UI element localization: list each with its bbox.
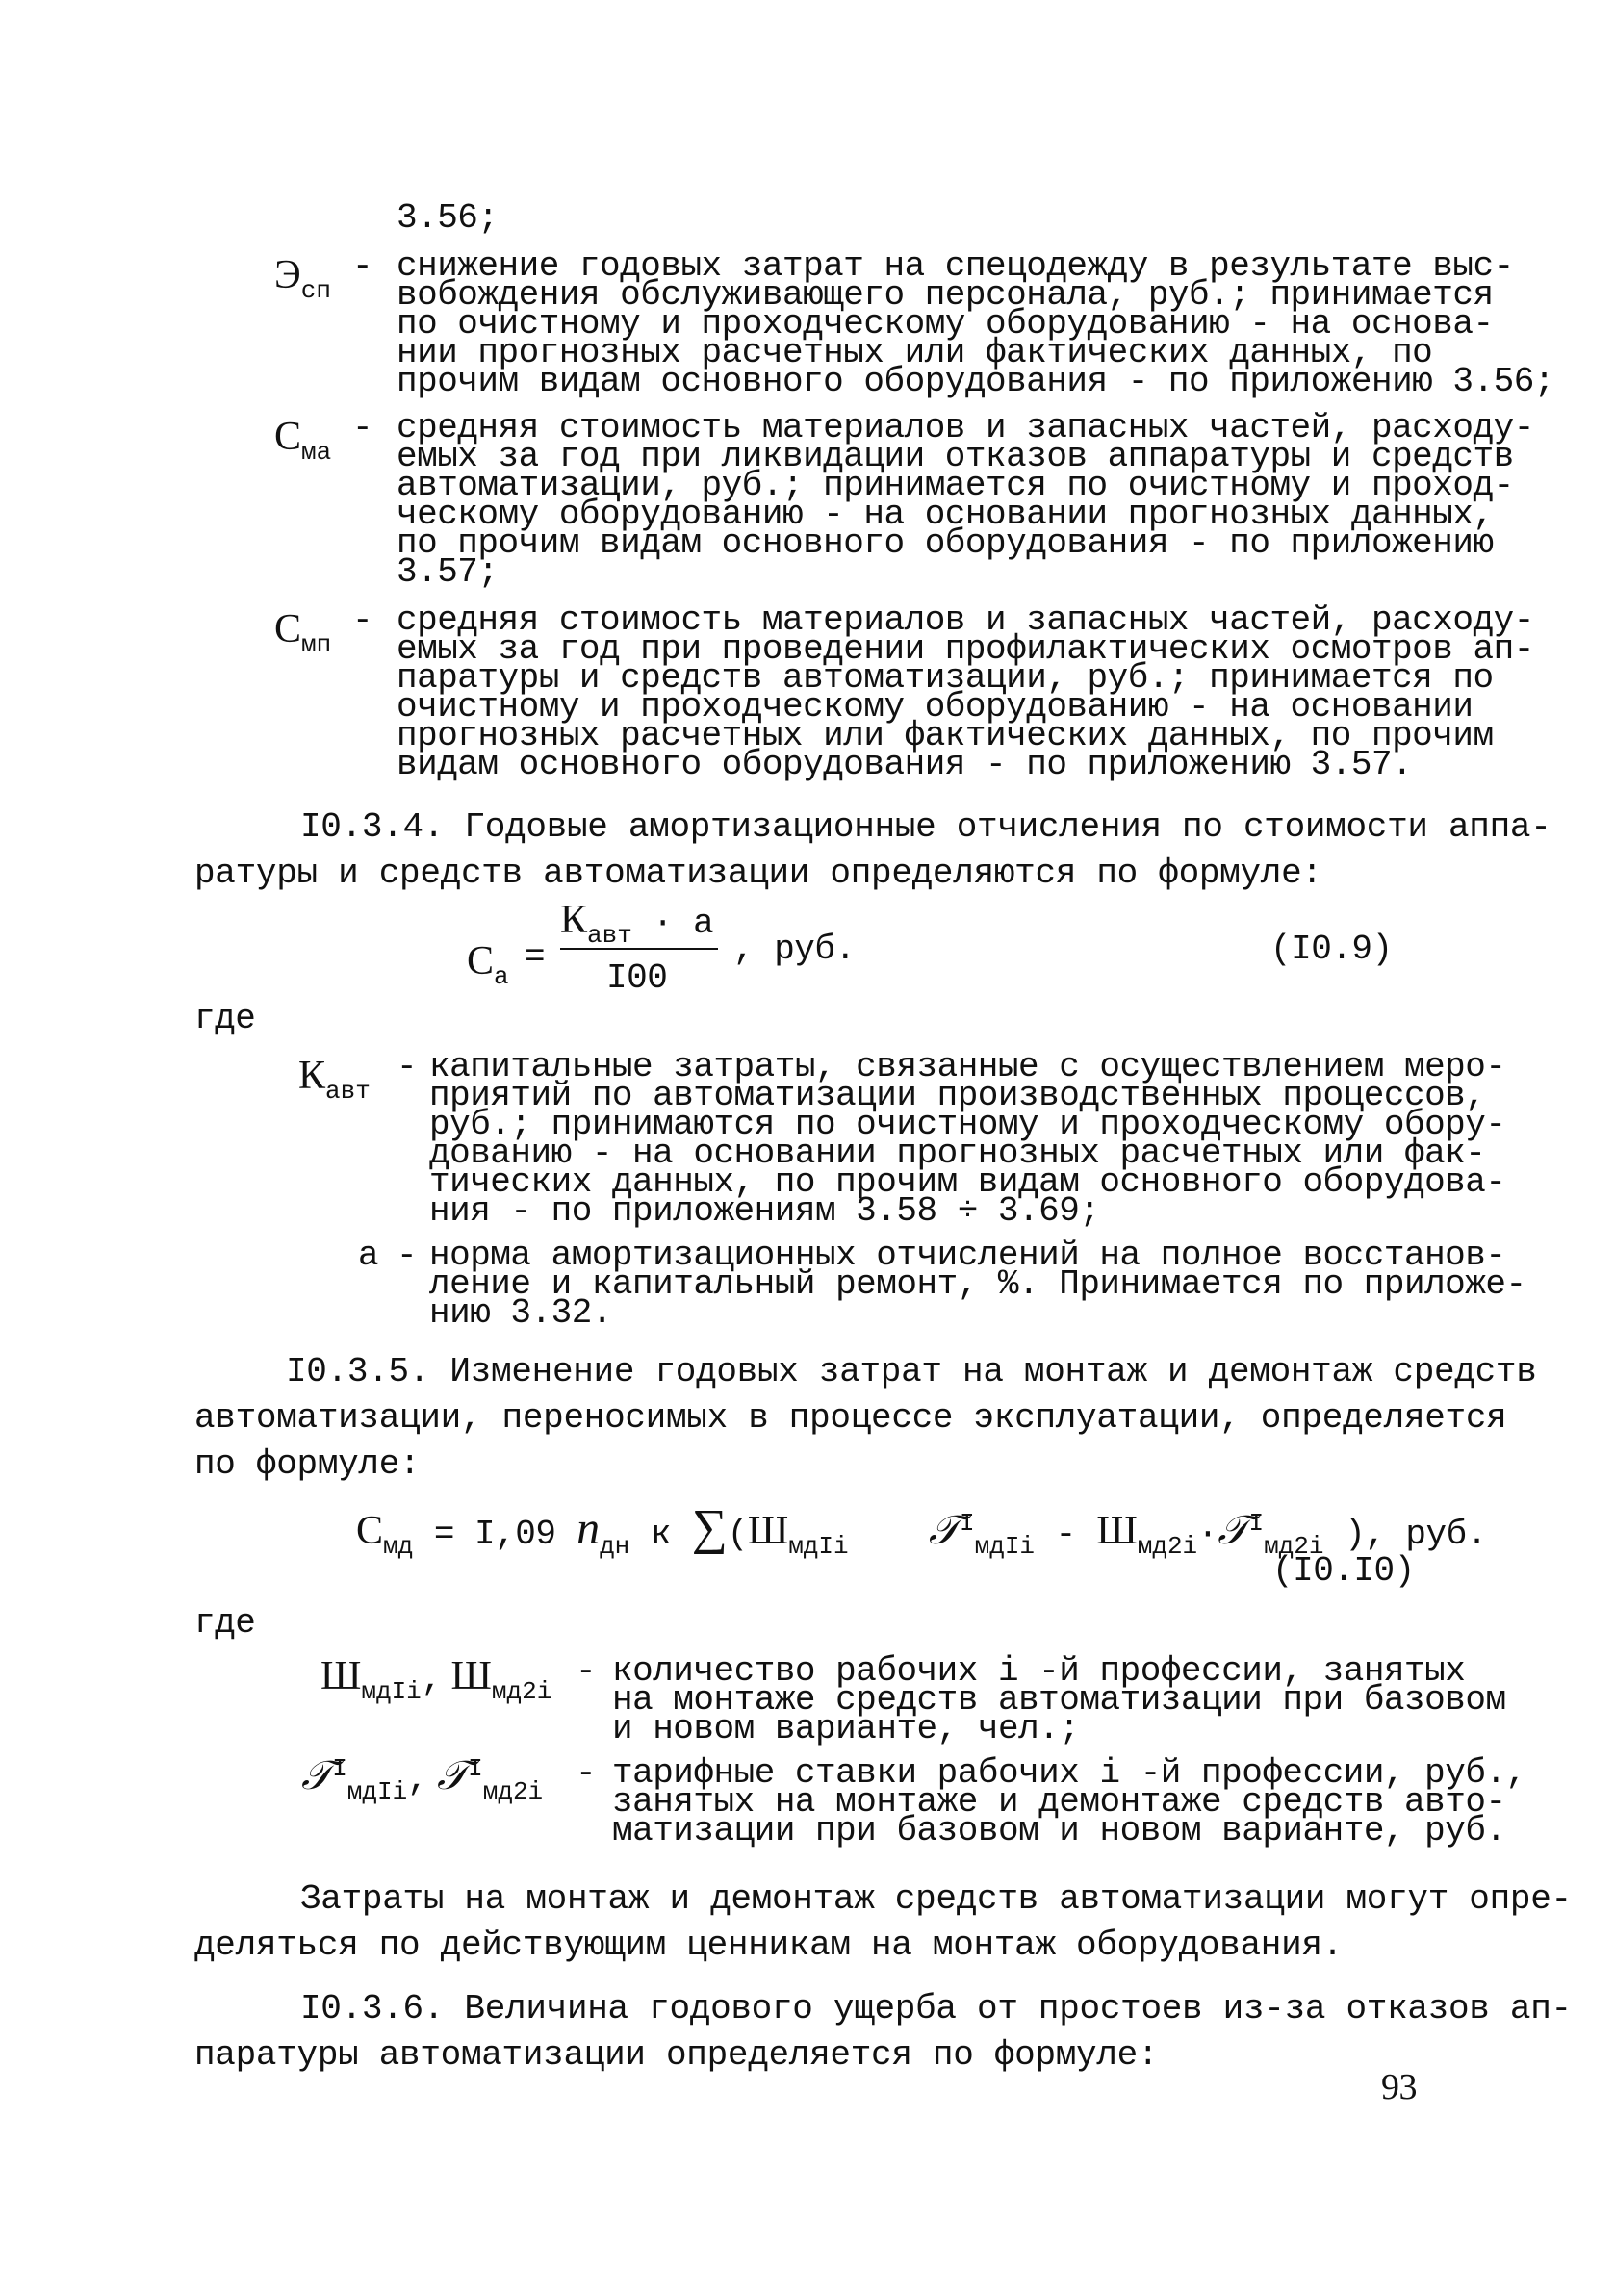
definition-symbol: а bbox=[358, 1236, 379, 1275]
where-label: где bbox=[194, 1603, 256, 1643]
definition-text: тарифные ставки рабочих i -й профессии, руб., занятых на монтаже и демонтаже средств авто- матизации при базовом и новом варианте, руб. bbox=[612, 1753, 1526, 1850]
fraction-bar bbox=[560, 948, 718, 950]
formula-number: (I0.9) bbox=[1270, 930, 1393, 969]
formula-number: (I0.I0) bbox=[1272, 1551, 1415, 1591]
definition-text: средняя стоимость материалов и запасных частей, расходу- емых за год при ликвидации отказов аппаратуры и средств автоматизации, руб.; принимается по очистному и проход- ческому оборудованию - на основании прогнозных данных, по прочим видам основного оборудования - по приложению 3.57; bbox=[397, 408, 1534, 592]
definition-text: количество рабочих i -й профессии, занятых на монтаже средств автоматизации при базовом и новом варианте, чел.; bbox=[612, 1651, 1506, 1748]
page-number: 93 bbox=[1381, 2067, 1417, 2107]
paragraph-10-3-5: I0.3.5. Изменение годовых затрат на монтаж и демонтаж средств автоматизации, переносимых в процессе эксплуатации, определяется по формуле: bbox=[194, 1352, 1537, 1484]
paragraph-10-3-4: I0.3.4. Годовые амортизационные отчисления по стоимости аппа- ратуры и средств автоматизации определяются по формуле: bbox=[194, 807, 1551, 893]
definition-symbol: $Э_{сп}$ bbox=[274, 253, 331, 305]
continued-reference: 3.56; bbox=[397, 198, 499, 238]
definition-symbol: $К_{авт}$ bbox=[298, 1054, 371, 1106]
where-label: где bbox=[194, 999, 256, 1038]
definition-symbol: $С_{мп}$ bbox=[274, 607, 332, 659]
definition-text: средняя стоимость материалов и запасных частей, расходу- емых за год при проведении профилактических осмотров ап- паратуры и средств автоматизации, руб.; принимается по очистному и проходческому оборудованию - на основании прогнозных расчетных или фактических данных, по прочим видам основного оборудования - по приложению 3.57. bbox=[397, 600, 1534, 784]
paragraph-10-3-6: I0.3.6. Величина годового ущерба от простоев из-за отказов ап- паратуры автоматизации определяется по формуле: bbox=[194, 1989, 1572, 2075]
definition-symbol: $С_{ма}$ bbox=[274, 415, 332, 467]
definition-text: норма амортизационных отчислений на полное восстанов- ление и капитальный ремонт, %. Принимается по приложе- нию 3.32. bbox=[429, 1236, 1526, 1333]
definition-symbol: 𝒯$^I_{мдIi}$, 𝒯$^I_{мд2i}$ bbox=[301, 1754, 544, 1806]
document-page: 3.56; $Э_{сп}$ - снижение годовых затрат на спецодежду в результате выс- вобождения обслуживающего персонала, руб.; принимается по очистному и проходческому оборудованию - на основа- нии прогнозных расчетных или фактических данных, по прочим видам основного оборудования - по приложению 3.56; $С_{ма}$ - средняя стоимость материалов и запасных частей, расходу- емых за год при ликвидации отказов аппаратуры и средств автоматизации, руб.; принимается по очистному и проход- ческому оборудованию - на основании прогнозных данных, по прочим видам основного оборудования - по приложению 3.57; $С_{мп}$ - средняя стоимость материалов и запасных частей, расходу- емых за год при проведении профилактических осмотров ап- паратуры и средств автоматизации, руб.; принимается по очистному и проходческому оборудованию - на основании прогнозных расчетных или фактических данных, по прочим видам основного оборудования - по приложению 3.57. I0.3.4. Годовые амортизационные отчисления по стоимости аппа- ратуры и средств автоматизации определяются по формуле: $С_а$ = $К_{авт} \cdot а$ I00 , руб. (I0.9) где $К_{авт}$ - капитальные затраты, связанные с осуществлением меро- приятий по автоматизации производственных процессов, руб.; принимаются по очистному и проходческому обору- дованию - на основании прогнозных расчетных или фак- тических данных, по прочим видам основного оборудова- ния - по приложениям 3.58 ÷ 3.69; а - норма амортизационных отчислений на полное восстанов- ление и капитальный ремонт, %. Принимается по приложе- нию 3.32. I0.3.5. Изменение годовых затрат на монтаж и демонтаж средств автоматизации, переносимых в процессе эксплуатации, определяется по формуле: $С_{мд} = I,09$ $n_{дн}$ к $\sum(Ш_{мдIi}$ 𝒯$^I_{мдIi}$ - $Ш_{мд2i}\cdot 𝒯^I_{мд2i}$ ), руб. (I0.I0) где $Ш_{мдIi}$, $Ш_{мд2i}$ - количество рабочих i -й профессии, занятых на монтаже средств автоматизации при базовом и новом варианте, чел.; 𝒯$^I_{мдIi}$, 𝒯$^I_{мд2i}$ - тарифные ставки рабочих i -й профессии, руб., занятых на монтаже и демонтаже средств авто- матизации при базовом и новом варианте, руб. Затраты на монтаж и демонтаж средств автоматизации могут опре- деляться по действующим ценникам на монтаж оборудования. I0.3.6. Величина годового ущерба от простоев из-за отказов ап- паратуры автоматизации определяется по формуле: 93 bbox=[194, 198, 1572, 2107]
fraction-numerator: $К_{авт} \cdot а$ bbox=[560, 898, 714, 950]
paragraph-installation-costs: Затраты на монтаж и демонтаж средств автоматизации могут опре- деляться по действующим ценникам на монтаж оборудования. bbox=[194, 1879, 1572, 1965]
fraction-denominator: I00 bbox=[606, 958, 668, 998]
definition-text: снижение годовых затрат на спецодежду в результате выс- вобождения обслуживающего персонала, руб.; принимается по очистному и проходческому оборудованию - на основа- нии прогнозных расчетных или фактических данных, по прочим видам основного оборудования - по приложению 3.56; bbox=[397, 246, 1554, 401]
definition-text: капитальные затраты, связанные с осуществлением меро- приятий по автоматизации производственных процессов, руб.; принимаются по очистному и проходческому обору- дованию - на основании прогнозных расчетных или фак- тических данных, по прочим видам основного оборудова- ния - по приложениям 3.58 ÷ 3.69; bbox=[429, 1047, 1506, 1231]
definition-symbol: $Ш_{мдIi}$, $Ш_{мд2i}$ bbox=[320, 1654, 552, 1706]
